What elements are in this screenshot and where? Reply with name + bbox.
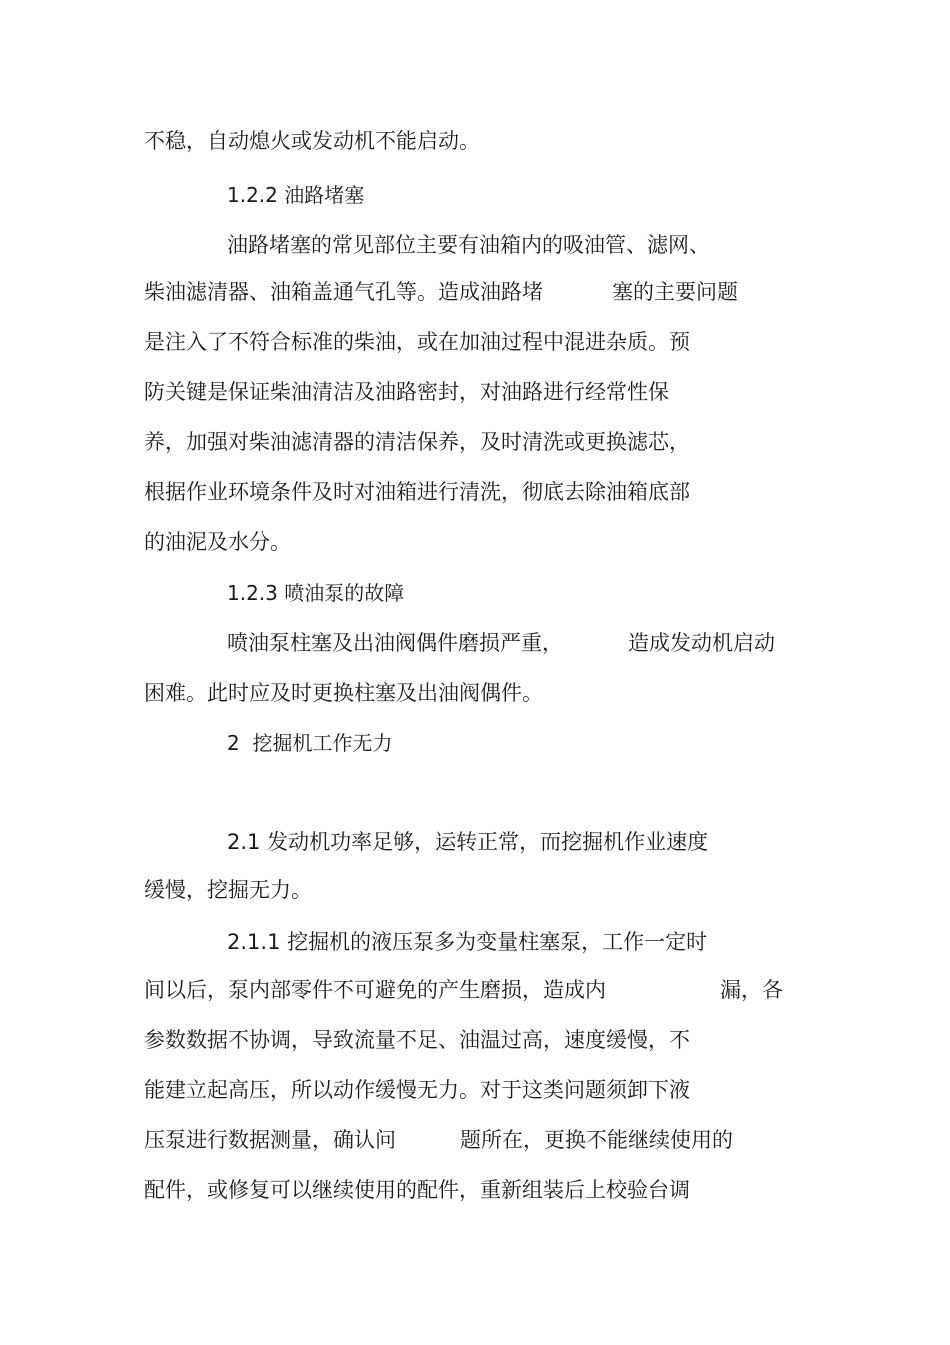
- section-heading: 2.1 发动机功率足够，运转正常，而挖掘机作业速度: [227, 830, 709, 854]
- text-line: 柴油滤清器、油箱盖通气孔等。造成油路堵: [144, 280, 543, 304]
- text-line: 漏，各: [720, 978, 783, 1002]
- text-line: 防关键是保证柴油清洁及油路密封，对油路进行经常性保: [144, 380, 669, 404]
- text-line: 压泵进行数据测量，确认问: [144, 1128, 396, 1152]
- text-line: 缓慢，挖掘无力。: [144, 878, 312, 902]
- text-line: 配件，或修复可以继续使用的配件，重新组装后上校验台调: [144, 1178, 690, 1202]
- text-line: 间以后，泵内部零件不可避免的产生磨损，造成内: [144, 978, 606, 1002]
- text-line: 油路堵塞的常见部位主要有油箱内的吸油管、滤网、: [227, 233, 710, 257]
- text-line: 参数数据不协调，导致流量不足、油温过高，速度缓慢，不: [144, 1028, 690, 1052]
- text-line: 2.1.1 挖掘机的液压泵多为变量柱塞泵，工作一定时: [227, 930, 708, 954]
- text-line: 塞的主要问题: [612, 280, 738, 304]
- text-line: 是注入了不符合标准的柴油，或在加油过程中混进杂质。预: [144, 330, 690, 354]
- section-heading: 2 挖掘机工作无力: [227, 731, 393, 755]
- text-line: 困难。此时应及时更换柱塞及出油阀偶件。: [144, 681, 543, 705]
- text-line: 的油泥及水分。: [144, 530, 291, 554]
- text-line: 能建立起高压，所以动作缓慢无力。对于这类问题须卸下液: [144, 1078, 690, 1102]
- text-line: 造成发动机启动: [628, 631, 775, 655]
- text-line: 根据作业环境条件及时对油箱进行清洗，彻底去除油箱底部: [144, 480, 690, 504]
- text-line: 不稳，自动熄火或发动机不能启动。: [144, 129, 480, 153]
- text-line: 喷油泵柱塞及出油阀偶件磨损严重，: [227, 631, 563, 655]
- section-heading: 1.2.3 喷油泵的故障: [227, 581, 405, 605]
- section-heading: 1.2.2 油路堵塞: [227, 183, 365, 207]
- text-line: 养，加强对柴油滤清器的清洁保养，及时清洗或更换滤芯，: [144, 430, 690, 454]
- text-line: 题所在，更换不能继续使用的: [460, 1128, 733, 1152]
